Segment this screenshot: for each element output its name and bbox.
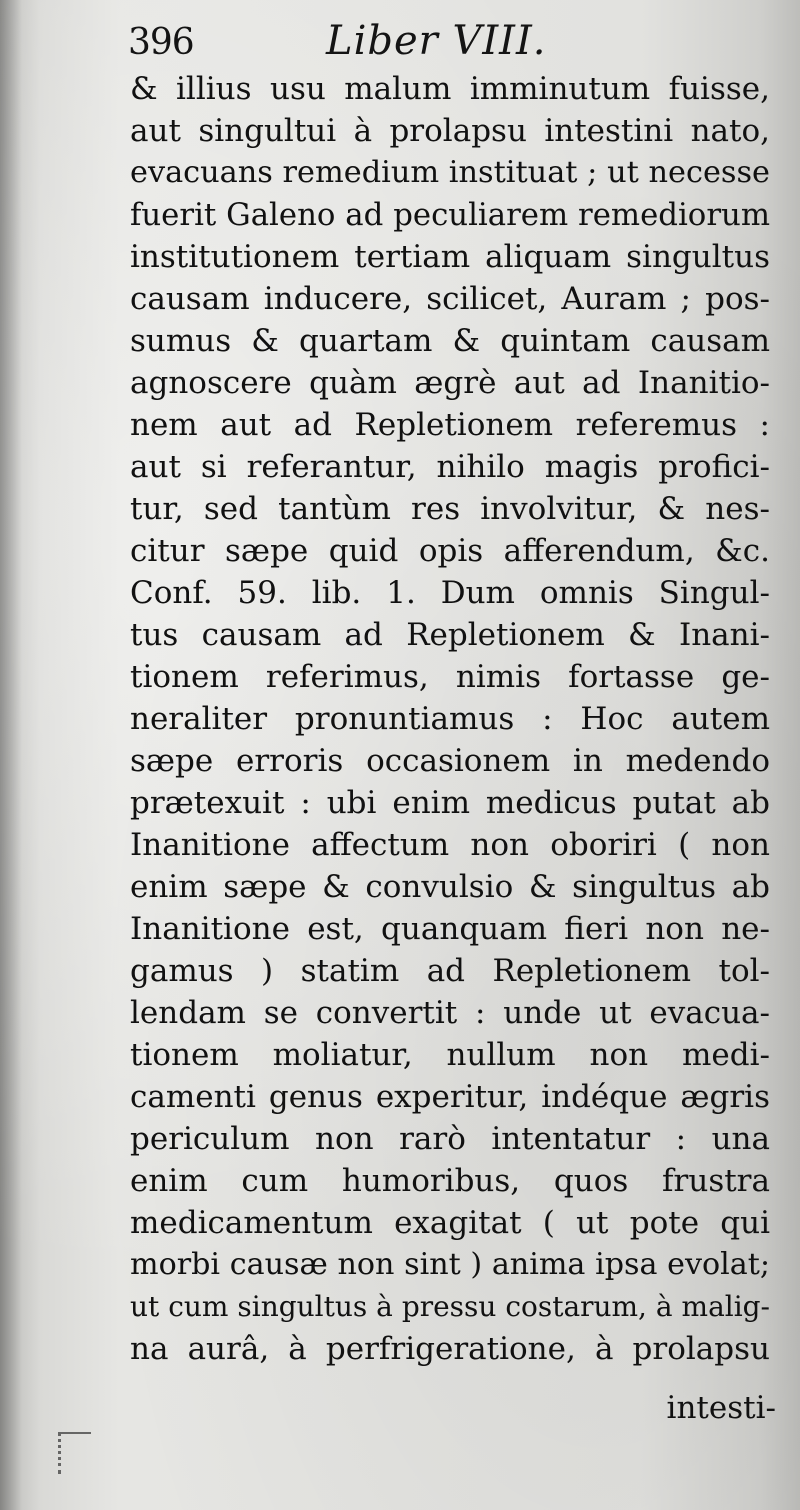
text-line: causam inducere, scilicet, Auram ; pos- — [130, 281, 770, 317]
page-header — [118, 14, 778, 66]
text-line: ut cum singultus à pressu costarum, à malig- — [130, 1290, 770, 1323]
text-line: aut singultui à prolapsu intestini nato, — [130, 113, 770, 149]
gutter-shadow — [0, 0, 22, 1510]
text-line: aut si referantur, nihilo magis profici- — [130, 449, 770, 485]
text-line: agnoscere quàm ægrè aut ad Inanitio- — [130, 365, 770, 401]
text-line: Inanitione est, quanquam fieri non ne- — [130, 911, 770, 947]
text-line: tionem referimus, nimis fortasse ge- — [130, 659, 770, 695]
text-line: fuerit Galeno ad peculiarem remediorum — [130, 197, 770, 233]
text-line: enim cum humoribus, quos frustra — [130, 1163, 770, 1199]
text-line: sumus & quartam & quintam causam — [130, 323, 770, 359]
text-line: prætexuit : ubi enim medicus putat ab — [130, 785, 770, 821]
text-line: sæpe erroris occasionem in medendo — [130, 743, 770, 779]
corner-mark — [58, 1432, 91, 1474]
text-line: neraliter pronuntiamus : Hoc autem — [130, 701, 770, 737]
text-line: citur sæpe quid opis afferendum, &c. — [130, 533, 770, 569]
text-line: tur, sed tantùm res involvitur, & nes- — [130, 491, 770, 527]
body-text — [130, 68, 770, 1370]
catchword: intesti- — [666, 1390, 776, 1426]
text-line: tionem moliatur, nullum non medi- — [130, 1037, 770, 1073]
text-line: lendam se convertit : unde ut evacua- — [130, 995, 770, 1031]
text-line: evacuans remedium instituat ; ut necesse — [130, 155, 770, 190]
text-line: morbi causæ non sint ) anima ipsa evolat; — [130, 1247, 770, 1282]
text-line: gamus ) statim ad Repletionem tol- — [130, 953, 770, 989]
text-line: nem aut ad Repletionem referemus : — [130, 407, 770, 443]
text-line: Inanitione affectum non oboriri ( non — [130, 827, 770, 863]
page-number: 396 — [128, 22, 194, 63]
text-line: enim sæpe & convulsio & singultus ab — [130, 869, 770, 905]
text-line: tus causam ad Repletionem & Inani- — [130, 617, 770, 653]
text-line: medicamentum exagitat ( ut pote qui — [130, 1205, 770, 1241]
text-line: na aurâ, à perfrigeratione, à prolapsu — [130, 1331, 770, 1367]
text-line: Conf. 59. lib. 1. Dum omnis Singul- — [130, 575, 770, 611]
text-line: camenti genus experitur, indéque ægris — [130, 1079, 770, 1115]
running-head: Liber VIII. — [326, 18, 547, 64]
text-line: periculum non rarò intentatur : una — [130, 1121, 770, 1157]
text-line: & illius usu malum imminutum fuisse, — [130, 71, 770, 107]
text-line: institutionem tertiam aliquam singultus — [130, 239, 770, 275]
